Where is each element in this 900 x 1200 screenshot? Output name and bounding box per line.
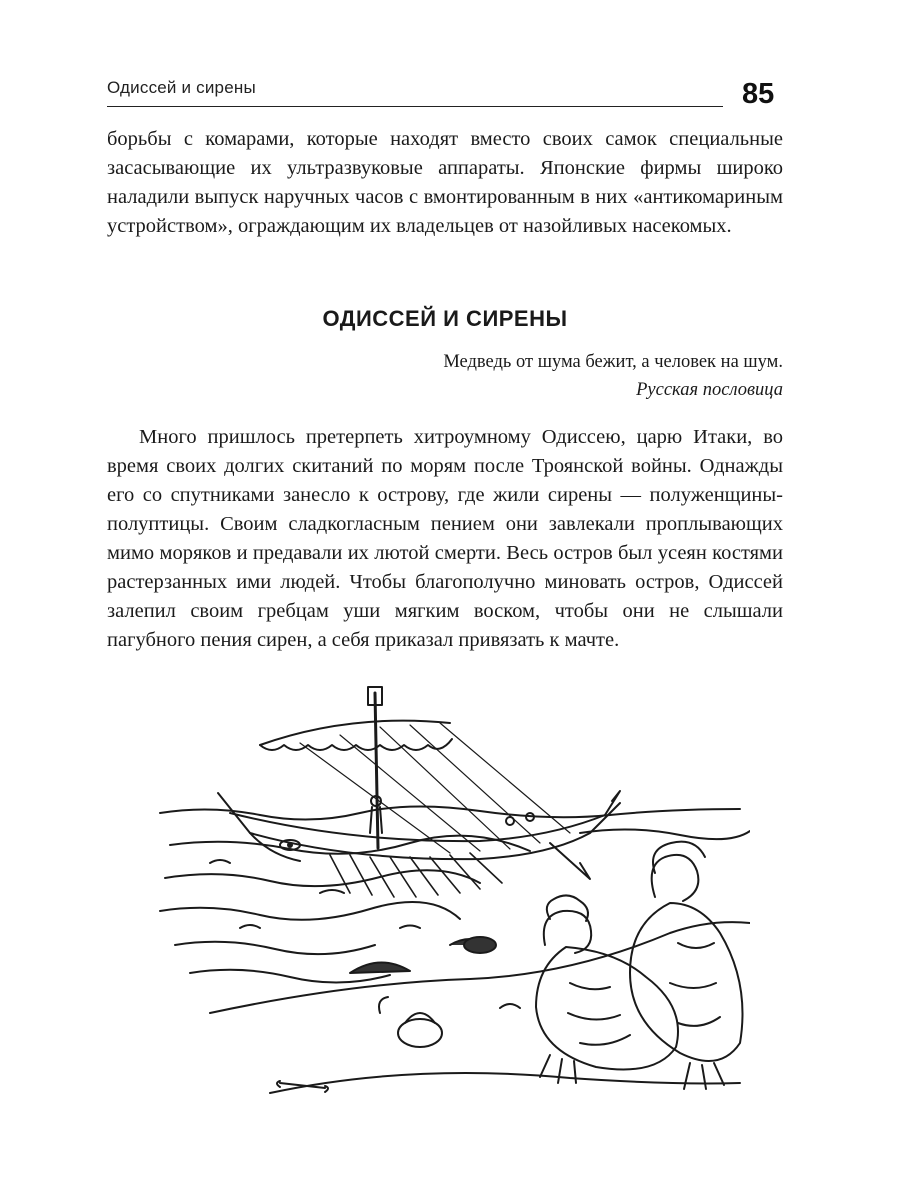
siren-left: [536, 895, 678, 1083]
running-title: Одиссей и сирены: [107, 78, 256, 97]
running-head: [107, 76, 723, 107]
bones: [277, 997, 520, 1092]
epigraph: [443, 348, 783, 404]
ship-and-sirens-illustration: [150, 683, 750, 1113]
page-number: 85: [742, 78, 775, 110]
swimmer-head: [464, 937, 496, 953]
paragraph-odysseus: Много пришлось претерпеть хитроумному Одиссею, царю Итаки, во время своих долгих скитаний по морям после Троянской войны. Однажды его со спутниками занесло к острову, где жили сирены — полуженщины-полуптицы. Своим сладкогласным пением они завлекали проплывающих мимо моряков и предавали их лютой смерти. Весь остров был усеян костями растерзанных ими людей. Чтобы благополучно миновать остров, Одиссей залепил своим гребцам уши мягким воском, чтобы они не слышали пагубного пения сирен, а себя приказал привязать к мачте.: [107, 426, 783, 651]
ship: [218, 687, 620, 897]
sea-waves: [160, 806, 750, 982]
section-title: ОДИССЕЙ И СИРЕНЫ: [322, 306, 568, 331]
paragraph-continuation: борьбы с комарами, которые находят вместо своих самок специальные засасывающие их ультразвуковые аппараты. Японские фирмы широко наладили выпуск наручных часов с вмонтированным в них «антикомариным устройством», ограждающим их владельцев от назойливых насекомых.: [107, 128, 783, 237]
epigraph-source: Русская пословица: [636, 380, 783, 400]
epigraph-text: Медведь от шума бежит, а человек на шум.: [443, 352, 783, 372]
siren-right: [630, 842, 743, 1089]
